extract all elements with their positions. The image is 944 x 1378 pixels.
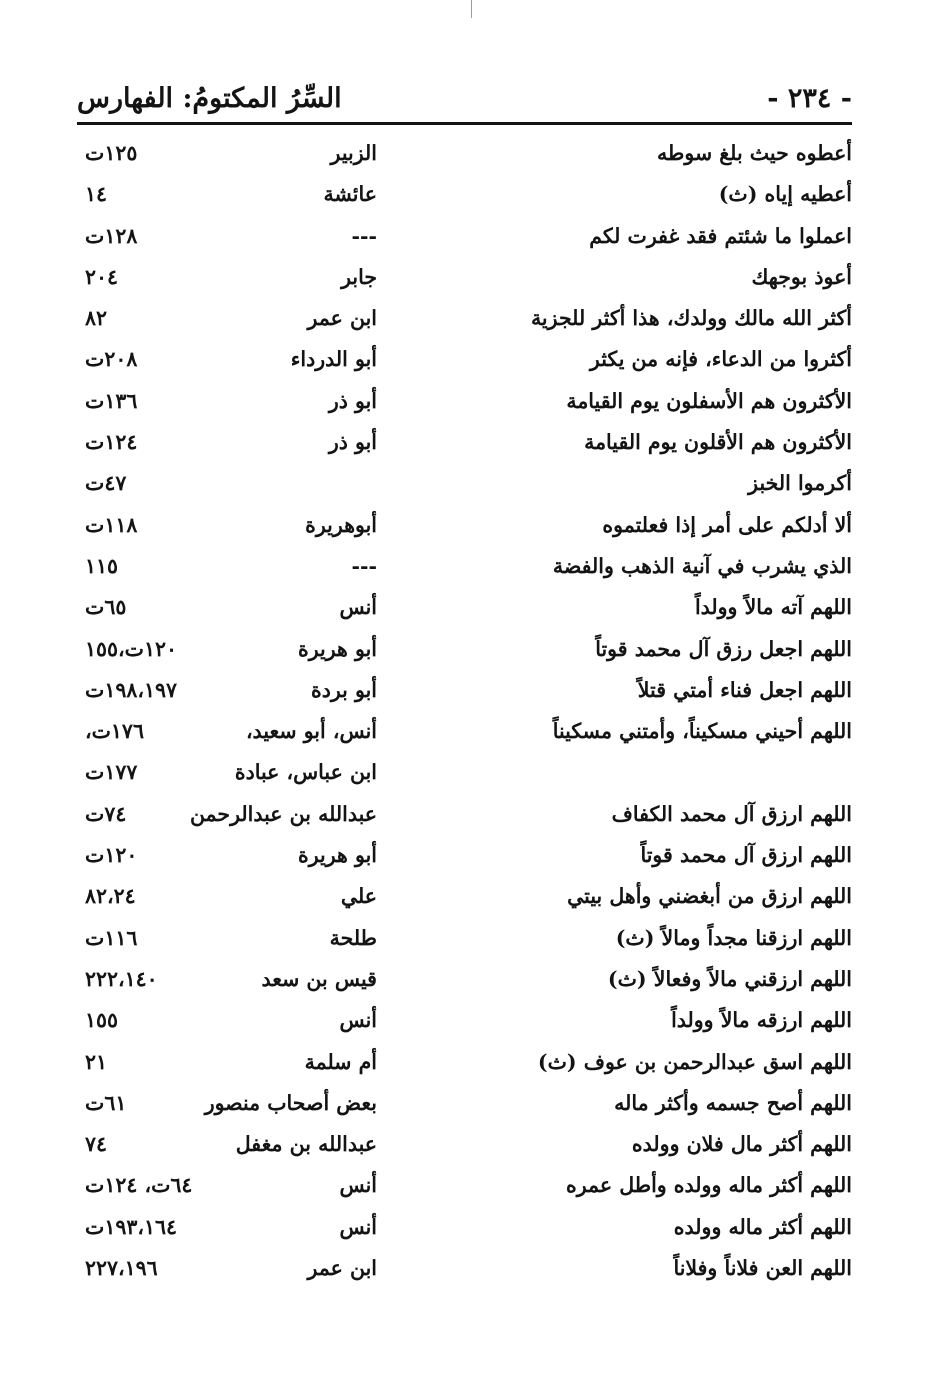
- header-rule: [77, 122, 852, 125]
- page-reference: ١٧٦ت،: [85, 719, 144, 744]
- page-reference: ١٢٠ت،١٥٥: [85, 636, 178, 661]
- narrator: ابن عمر: [307, 306, 377, 331]
- hadith-text: الأكثرون هم الأسفلون يوم القيامة: [566, 388, 852, 413]
- index-row: [77, 339, 852, 380]
- page-reference: ٦٥ت: [85, 595, 127, 620]
- narrator: ---: [351, 553, 377, 578]
- index-row: [77, 876, 852, 917]
- hadith-text: اعملوا ما شئتم فقد غفرت لكم: [589, 223, 852, 248]
- narrator: ---: [351, 223, 377, 248]
- hadith-text: أعطيه إياه (ث): [718, 182, 852, 207]
- page-reference: ٢١: [85, 1049, 108, 1074]
- index-row: [77, 711, 852, 752]
- index-row: [77, 1165, 852, 1206]
- page-reference: ٢٢٧،١٩٦: [85, 1256, 158, 1281]
- page-reference: ٨٢،٢٤: [85, 884, 136, 909]
- index-row: [77, 463, 852, 504]
- hadith-text: اللهم اسق عبدالرحمن بن عوف (ث): [537, 1049, 852, 1074]
- hadith-text: اللهم أصح جسمه وأكثر ماله: [614, 1090, 852, 1115]
- narrator: أنس: [339, 1214, 377, 1239]
- index-row: [77, 794, 852, 835]
- page-reference: ١٩٨،١٩٧ت: [85, 677, 177, 702]
- narrator: علي: [340, 884, 377, 909]
- hadith-text: أكرموا الخبز: [748, 471, 852, 496]
- page-reference: ٧٤ت: [85, 801, 127, 826]
- hadith-text: أعطوه حيث بلغ سوطه: [657, 141, 852, 165]
- page-header: [77, 74, 852, 122]
- hadith-text: اللهم ارزق آل محمد الكفاف: [611, 801, 852, 826]
- page-reference: ٨٢: [85, 306, 108, 331]
- narrator: أبو ذر: [328, 388, 377, 413]
- narrator: طلحة: [329, 925, 377, 950]
- page-reference: ١١٨ت: [85, 512, 138, 537]
- narrator: بعض أصحاب منصور: [204, 1090, 377, 1115]
- index-row: [77, 257, 852, 298]
- index-row: [77, 1042, 852, 1083]
- narrator: أبو هريرة: [297, 843, 377, 868]
- index-row: [77, 1083, 852, 1124]
- hadith-text: اللهم ارزقني مالاً وفعالاً (ث): [607, 966, 852, 991]
- index-row: [77, 752, 852, 793]
- page-reference: ١٤: [85, 182, 108, 207]
- hadith-text: اللهم العن فلاناً وفلاناً: [673, 1256, 852, 1281]
- narrator: عبدالله بن مغفل: [235, 1132, 377, 1157]
- index-row: [77, 918, 852, 959]
- page-reference: ٧٤: [85, 1132, 108, 1157]
- hadith-text: الذي يشرب في آنية الذهب والفضة: [552, 553, 852, 578]
- narrator: جابر: [341, 264, 377, 289]
- page-number: - ٢٣٤ -: [767, 82, 852, 114]
- index-row: [77, 959, 852, 1000]
- hadith-text: اللهم أحيني مسكيناً، وأمتني مسكيناً: [552, 719, 852, 744]
- page-reference: ١٥٥: [85, 1008, 119, 1033]
- narrator: ابن عمر: [307, 1256, 377, 1281]
- running-title: السِّرُ المكتومُ: الفهارس: [77, 82, 342, 114]
- hadith-text: اللهم ارزق آل محمد قوتاً: [640, 843, 852, 868]
- narrator: أنس: [339, 1008, 377, 1033]
- hadith-text: ألا أدلكم على أمر إذا فعلتموه: [602, 512, 852, 537]
- hadith-text: الأكثرون هم الأقلون يوم القيامة: [584, 430, 852, 455]
- page-reference: ١٢٠ت: [85, 843, 138, 868]
- index-row: [77, 1207, 852, 1248]
- narrator: عبدالله بن عبدالرحمن: [189, 801, 377, 826]
- hadith-text: اللهم ارزق من أبغضني وأهل بيتي: [567, 884, 852, 909]
- narrator: أنس: [339, 595, 377, 620]
- hadith-text: اللهم ارزقه مالاً وولداً: [671, 1008, 852, 1033]
- hadith-text: اللهم أكثر مال فلان وولده: [631, 1132, 852, 1157]
- index-row: [77, 629, 852, 670]
- page-reference: ١١٦ت: [85, 925, 138, 950]
- page-reference: ١٩٣،١٦٤ت: [85, 1214, 177, 1239]
- page-reference: ١٧٧ت: [85, 760, 138, 785]
- narrator: ابن عباس، عبادة: [234, 760, 377, 785]
- narrator: قيس بن سعد: [261, 966, 377, 991]
- index-row: [77, 670, 852, 711]
- index-row: [77, 298, 852, 339]
- page-reference: ٢٠٤: [85, 264, 119, 289]
- hadith-text: أعوذ بوجهك: [751, 264, 852, 289]
- narrator: أبو بردة: [310, 677, 377, 702]
- narrator: أم سلمة: [304, 1049, 377, 1074]
- index-row: [77, 1248, 852, 1289]
- narrator: أبوهريرة: [305, 512, 377, 537]
- index-row: [77, 1124, 852, 1165]
- page-reference: ١١٥: [85, 553, 119, 578]
- hadith-text: اللهم أكثر ماله وولده: [673, 1214, 852, 1239]
- hadith-text: اللهم أكثر ماله وولده وأطل عمره: [565, 1173, 852, 1198]
- index-row: [77, 422, 852, 463]
- narrator: عائشة: [323, 182, 377, 207]
- index-row: [77, 381, 852, 422]
- page-reference: ١٢٤ت: [85, 430, 138, 455]
- page-reference: ١٢٨ت: [85, 223, 138, 248]
- narrator: أنس، أبو سعيد،: [245, 719, 377, 744]
- hadith-text: اللهم اجعل فناء أمتي قتلاً: [637, 677, 852, 702]
- narrator: الزبير: [330, 141, 377, 165]
- narrator: أبو هريرة: [297, 636, 377, 661]
- index-row: [77, 505, 852, 546]
- narrator: أبو ذر: [328, 430, 377, 455]
- page-reference: ٦٤ت، ١٢٤ت: [85, 1173, 193, 1198]
- index-row: [77, 587, 852, 628]
- index-row: [77, 174, 852, 215]
- index-row: [77, 216, 852, 257]
- index-list: [77, 133, 852, 1289]
- hadith-text: اللهم آته مالاً وولداً: [694, 595, 852, 620]
- narrator: أبو الدرداء: [290, 347, 377, 372]
- hadith-text: أكثروا من الدعاء، فإنه من يكثر: [589, 347, 852, 372]
- hadith-text: أكثر الله مالك وولدك، هذا أكثر للجزية: [530, 306, 852, 331]
- index-row: [77, 546, 852, 587]
- page-reference: ١٢٥ت: [85, 141, 138, 165]
- page-reference: ١٣٦ت: [85, 388, 138, 413]
- scan-mark: [471, 0, 472, 18]
- index-row: [77, 1000, 852, 1041]
- hadith-text: اللهم ارزقنا مجداً ومالاً (ث): [615, 925, 852, 950]
- index-row: [77, 133, 852, 174]
- page-reference: ٦١ت: [85, 1090, 127, 1115]
- hadith-text: اللهم اجعل رزق آل محمد قوتاً: [595, 636, 852, 661]
- narrator: أنس: [339, 1173, 377, 1198]
- page-reference: ٢٠٨ت: [85, 347, 138, 372]
- page-reference: ٤٧ت: [85, 471, 127, 496]
- page-reference: ٢٢٢،١٤٠: [85, 966, 158, 991]
- index-row: [77, 835, 852, 876]
